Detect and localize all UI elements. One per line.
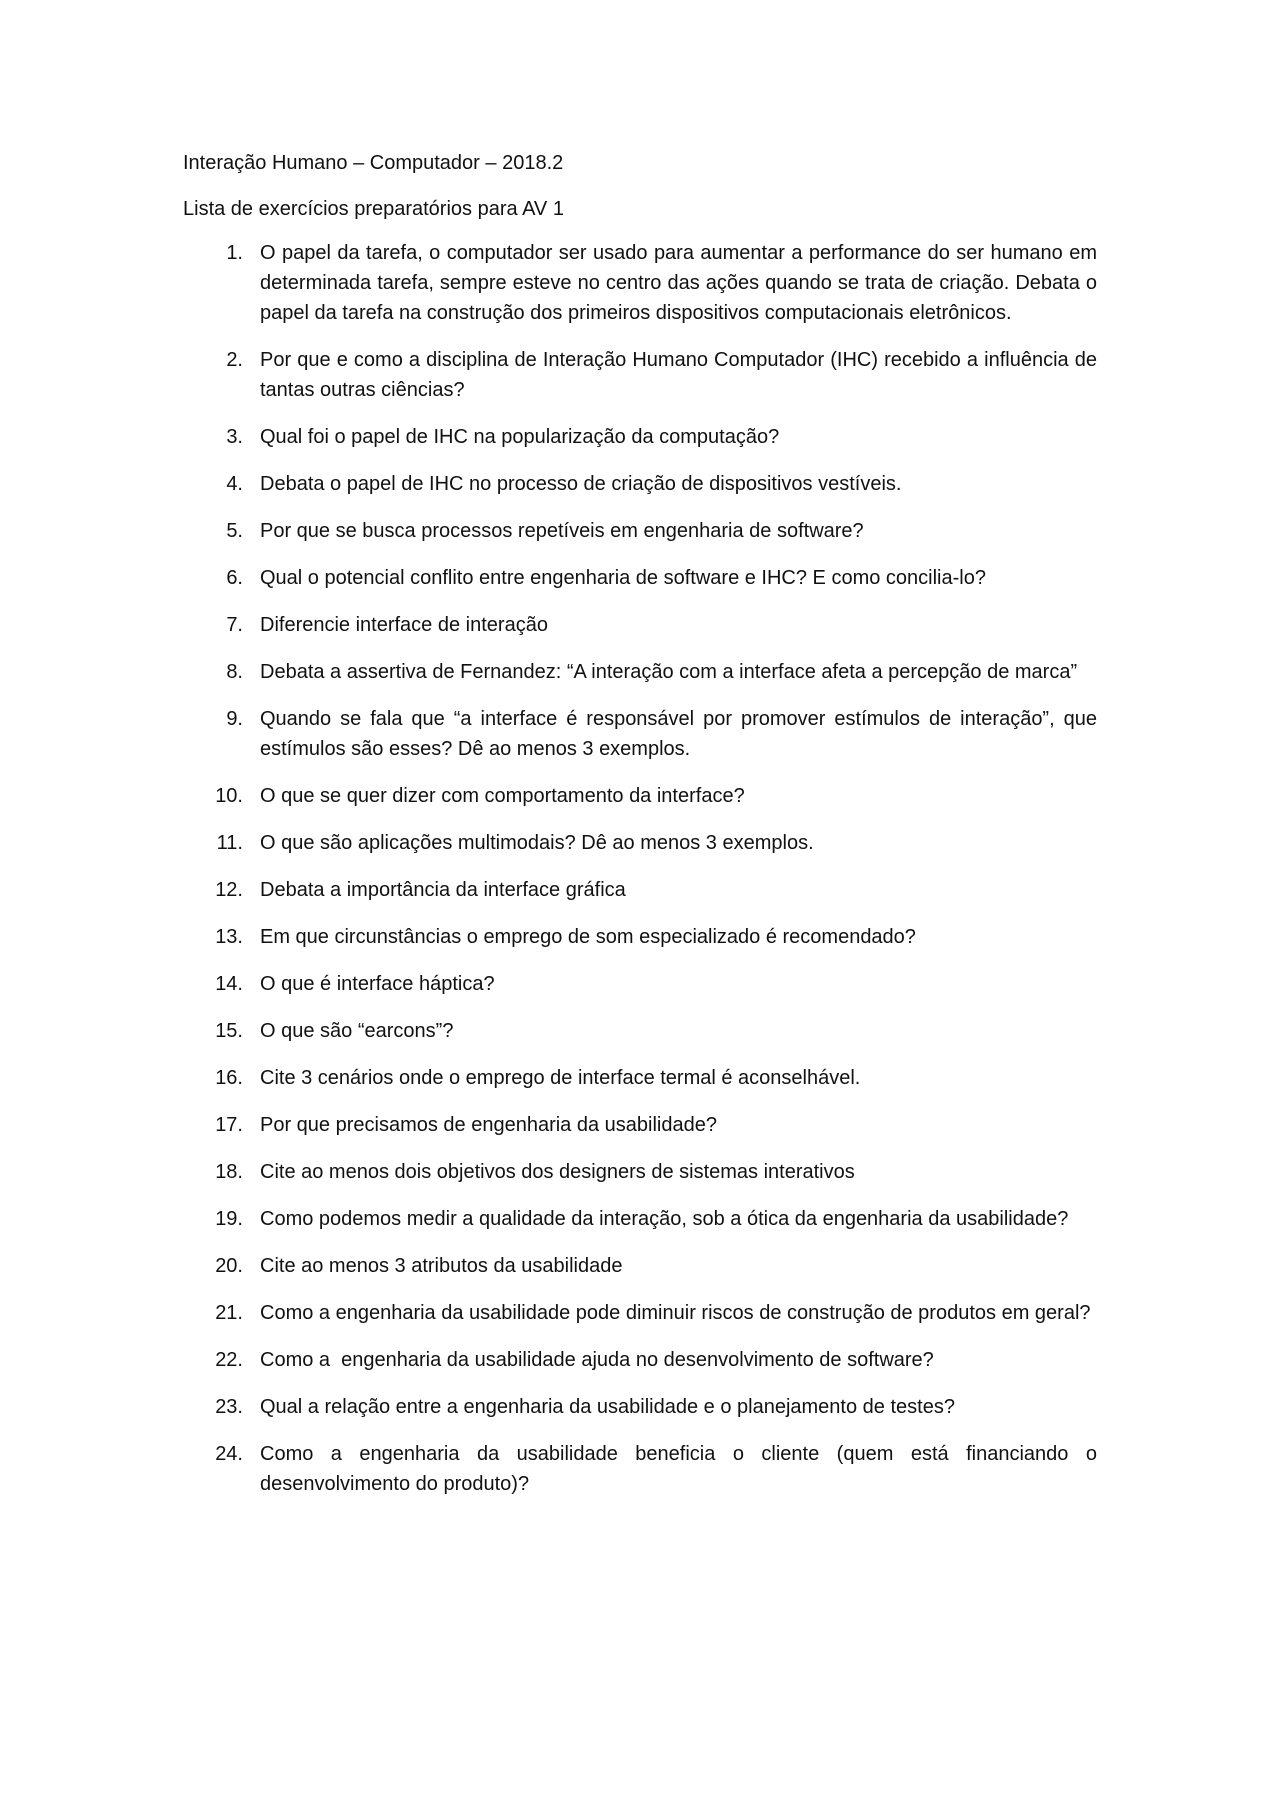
question-text: Qual a relação entre a engenharia da usabilidade e o planejamento de testes? [260, 1396, 955, 1418]
question-item [183, 1016, 1097, 1046]
question-number: 12. [215, 879, 243, 901]
question-text: O que são aplicações multimodais? Dê ao menos 3 exemplos. [260, 832, 814, 854]
question-text: O papel da tarefa, o computador ser usado para aumentar a performance do ser humano em determinada tarefa, sempre esteve no centro das ações quando se trata de criação. Debata o papel da tarefa na construção dos primeiros dispositivos computacionais eletrônicos. [260, 242, 1097, 324]
question-text: Debata o papel de IHC no processo de criação de dispositivos vestíveis. [260, 473, 902, 495]
question-number: 9. [226, 708, 243, 730]
question-item [183, 563, 1097, 593]
question-number: 24. [215, 1443, 243, 1465]
question-number: 2. [226, 349, 243, 371]
question-text: Qual foi o papel de IHC na popularização da computação? [260, 426, 780, 448]
question-text: Em que circunstâncias o emprego de som especializado é recomendado? [260, 926, 916, 948]
question-item [183, 1298, 1097, 1328]
question-text: Cite 3 cenários onde o emprego de interface termal é aconselhável. [260, 1067, 861, 1089]
question-text: Debata a importância da interface gráfica [260, 879, 626, 901]
question-item [183, 969, 1097, 999]
question-item [183, 1063, 1097, 1093]
question-number: 1. [226, 242, 243, 264]
question-number: 6. [226, 567, 243, 589]
question-number: 11. [216, 832, 243, 854]
question-number: 16. [215, 1067, 243, 1089]
question-text: Por que se busca processos repetíveis em engenharia de software? [260, 520, 864, 542]
question-number: 20. [215, 1255, 243, 1277]
question-number: 5. [226, 520, 243, 542]
question-number: 17. [215, 1114, 243, 1136]
question-item [183, 422, 1097, 452]
question-text: O que é interface háptica? [260, 973, 495, 995]
question-text: Como podemos medir a qualidade da interação, sob a ótica da engenharia da usabilidade? [260, 1208, 1069, 1230]
question-number: 10. [215, 785, 243, 807]
question-item [183, 469, 1097, 499]
question-number: 8. [226, 661, 243, 683]
question-list [183, 238, 1097, 1499]
question-item [183, 922, 1097, 952]
question-text: O que se quer dizer com comportamento da interface? [260, 785, 745, 807]
question-number: 7. [226, 614, 243, 636]
question-text: O que são “earcons”? [260, 1020, 454, 1042]
question-text: Como a engenharia da usabilidade ajuda no desenvolvimento de software? [260, 1349, 934, 1371]
question-number: 21. [215, 1302, 243, 1324]
question-text: Como a engenharia da usabilidade pode diminuir riscos de construção de produtos em geral? [260, 1302, 1091, 1324]
question-item [183, 1204, 1097, 1234]
question-item [183, 1110, 1097, 1140]
question-number: 22. [215, 1349, 243, 1371]
question-text: Quando se fala que “a interface é responsável por promover estímulos de interação”, que estímulos são esses? Dê ao menos 3 exemplos. [260, 708, 1097, 760]
question-item [183, 781, 1097, 811]
question-item [183, 875, 1097, 905]
question-item [183, 1157, 1097, 1187]
question-text: Cite ao menos dois objetivos dos designers de sistemas interativos [260, 1161, 855, 1183]
question-text: Qual o potencial conflito entre engenharia de software e IHC? E como concilia-lo? [260, 567, 986, 589]
document-subtitle: Lista de exercícios preparatórios para AV 1 [183, 198, 564, 220]
question-item [183, 610, 1097, 640]
question-item [183, 238, 1097, 328]
question-text: Cite ao menos 3 atributos da usabilidade [260, 1255, 623, 1277]
document-content [183, 148, 1097, 1516]
question-text: Como a engenharia da usabilidade beneficia o cliente (quem está financiando o desenvolvimento do produto)? [260, 1443, 1097, 1495]
question-number: 3. [226, 426, 243, 448]
question-item [183, 1392, 1097, 1422]
question-item [183, 704, 1097, 764]
question-item [183, 345, 1097, 405]
question-text: Por que precisamos de engenharia da usabilidade? [260, 1114, 717, 1136]
question-item [183, 828, 1097, 858]
question-text: Debata a assertiva de Fernandez: “A interação com a interface afeta a percepção de marca” [260, 661, 1078, 683]
question-item [183, 1345, 1097, 1375]
question-item [183, 516, 1097, 546]
question-item [183, 1251, 1097, 1281]
question-number: 23. [215, 1396, 243, 1418]
question-text: Por que e como a disciplina de Interação Humano Computador (IHC) recebido a influência de tantas outras ciências? [260, 349, 1097, 401]
question-text: Diferencie interface de interação [260, 614, 548, 636]
question-number: 18. [215, 1161, 243, 1183]
question-number: 15. [215, 1020, 243, 1042]
question-item [183, 657, 1097, 687]
question-number: 14. [215, 973, 243, 995]
question-number: 13. [215, 926, 243, 948]
document-title: Interação Humano – Computador – 2018.2 [183, 152, 564, 174]
question-number: 4. [226, 473, 243, 495]
question-item [183, 1439, 1097, 1499]
question-number: 19. [215, 1208, 243, 1230]
